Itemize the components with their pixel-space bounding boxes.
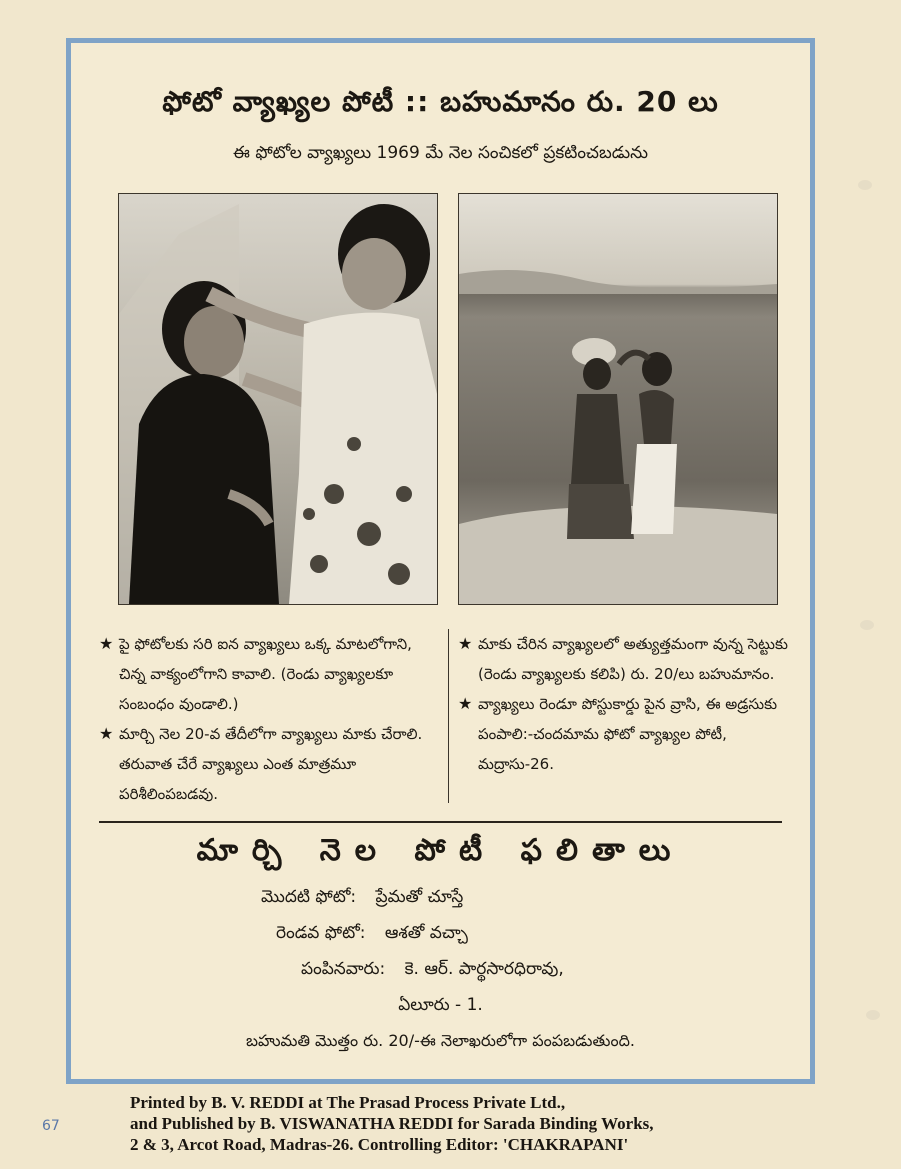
star-icon: ★ xyxy=(99,724,114,743)
contest-subtitle: ఈ ఫోటోల వ్యాఖ్యలు 1969 మే నెల సంచికలో ప్రకటించబడును xyxy=(233,143,648,163)
second-photo-label: రెండవ ఫోటో: xyxy=(276,923,366,943)
rule-text: పై ఫోటోలకు సరి ఐన వ్యాఖ్యలు ఒక్క మాటలోగాని, చిన్న వాక్యంలోగాని కావాలి. (రెండు వ్యాఖ్యలకూ సంబంధం వుండాలి.) xyxy=(119,635,412,713)
rule-item xyxy=(458,689,798,779)
rule-text: మాకు చేరిన వ్యాఖ్యలలో అత్యుత్తమంగా వున్న సెట్టుకు (రెండు వ్యాఖ్యలకు కలిపి) రు. 20/లు బహుమానం. xyxy=(478,635,788,683)
sender-label: పంపినవారు: xyxy=(301,959,386,979)
rule-item xyxy=(99,629,439,719)
photo-two-girls xyxy=(118,193,438,605)
imprint-line-3: 2 & 3, Arcot Road, Madras-26. Controlling Editor: 'CHAKRAPANI' xyxy=(130,1135,629,1154)
first-photo-caption: ప్రేమతో చూస్తే xyxy=(375,887,464,907)
contest-title: ఫోటో వ్యాఖ్యల పోటీ :: బహుమానం రు. 20 లు xyxy=(162,85,719,118)
column-divider xyxy=(448,629,449,803)
page-number: 67 xyxy=(42,1118,60,1134)
imprint-line-1: Printed by B. V. REDDI at The Prasad Process Private Ltd., xyxy=(130,1093,566,1112)
sender-name: కె. ఆర్. పార్థసారధిరావు, xyxy=(404,959,564,979)
star-icon: ★ xyxy=(99,634,114,653)
sender-line xyxy=(301,959,564,983)
first-photo-result xyxy=(261,887,463,911)
rule-text: వ్యాఖ్యలు రెండూ పోస్టుకార్డు పైన వ్రాసి, ఈ అడ్రసుకు పంపాలి:-చందమామ ఫోటో వ్యాఖ్యల పోటీ, మద్రాసు-26. xyxy=(478,695,778,773)
rule-item xyxy=(99,719,439,809)
results-heading: మార్చి నెల పోటీ ఫలితాలు xyxy=(196,833,685,868)
second-photo-caption: ఆశతో వచ్చా xyxy=(384,923,468,943)
prize-note: బహుమతి మొత్తం రు. 20/-ఈ నెలాఖరులోగా పంపబడుతుంది. xyxy=(246,1031,635,1050)
contest-frame xyxy=(66,38,815,1084)
sender-place: ఏలూరు - 1. xyxy=(398,995,483,1015)
second-photo-result xyxy=(276,923,468,947)
rule-text: మార్చి నెల 20-వ తేదీలోగా వ్యాఖ్యలు మాకు చేరాలి. తరువాత చేరే వ్యాఖ్యలు ఎంత మాత్రమూ పరిశీలింపబడవు. xyxy=(119,725,423,803)
section-divider xyxy=(99,821,782,823)
printer-imprint xyxy=(130,1092,790,1155)
first-photo-label: మొదటి ఫోటో: xyxy=(261,887,357,907)
rules-right-column xyxy=(458,629,798,779)
rule-item xyxy=(458,629,798,689)
star-icon: ★ xyxy=(458,634,473,653)
star-icon: ★ xyxy=(458,694,473,713)
rules-left-column xyxy=(99,629,439,809)
photo-girls-riverbank xyxy=(458,193,778,605)
imprint-line-2: and Published by B. VISWANATHA REDDI for Sarada Binding Works, xyxy=(130,1114,654,1133)
